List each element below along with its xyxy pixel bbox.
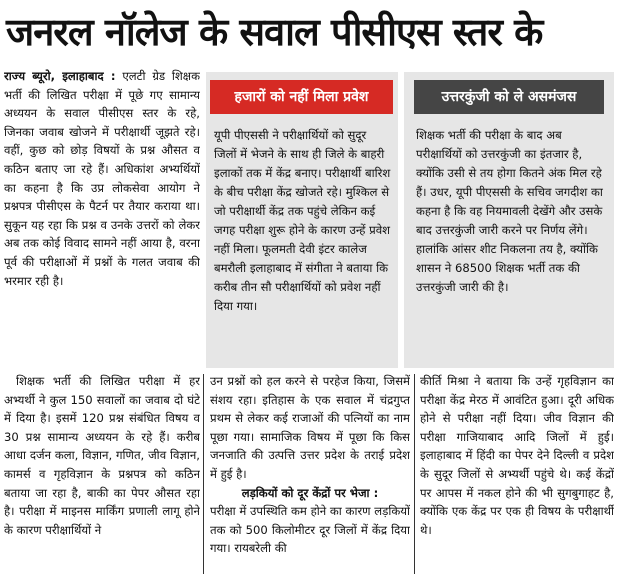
box-uttarkunji-text: शिक्षक भर्ती की परीक्षा के बाद अब परीक्षार्थियों को उत्तरकुंजी का इंतजार है, क्योंकि उसी से तय होगा कितने अंक मिल रहे हैं। उधर, यूपी पीएससी के सचिव जगदीश का कहना है कि वह नियमावली देखेंगे और उसके बाद उत्तरकुंजी जारी करने पर निर्णय लेंगे। हालांकि आंसर शीट निकलना तय है, क्योंकि शासन ने 68500 शिक्षक भर्ती तक की उत्तरकुंजी जारी की है। <box>416 128 603 294</box>
box-hajaron <box>206 72 398 368</box>
col3-bottom-text: कीर्ति मिश्रा ने बताया कि उन्हें गृहविज्ञान का परीक्षा केंद्र मेरठ में आवंटित हुआ। दूरी अधिक होने से परीक्षा नहीं दिया। जीव विज्ञान की परीक्षा गाजियाबाद आदि जिलों में हुई। इलाहाबाद में हिंदी का पेपर देने दिल्ली व प्रदेश के सुदूर जिलों से अभ्यर्थी पहुंचे थे। कई केंद्रों पर आपस में नकल होने की भी सुगबुगाहट है, क्योंकि एक केंद्र पर एक ही विषय के परीक्षार्थी थे। <box>420 374 614 537</box>
col2-para2: परीक्षा में उपस्थिति कम होने का कारण लड़कियों तक को 500 किलोमीटर दूर जिलों में केंद्र दिया गया। रायबरेली की <box>210 504 410 556</box>
col2-bottom <box>210 372 410 577</box>
col1-bottom <box>4 372 200 577</box>
left-top-text: एलटी ग्रेड शिक्षक भर्ती की लिखित परीक्षा में पूछे गए सामान्य अध्ययन के सवाल पीसीएस स्तर के रहे, जिनका जवाब खोजने में परीक्षार्थी जूझते रहे। वहीं, कुछ को छोड़ विषयों के प्रश्न औसत व कठिन बताए जा रहे हैं। अधिकांश अभ्यर्थियों का कहना है कि उप्र लोकसेवा आयोग ने प्रश्नपत्र पीसीएस के पैटर्न पर तैयार कराया था। सुकून यह रहा कि प्रश्न व उनके उत्तरों को लेकर अब तक कोई विवाद सामने नहीं आया है, वरना पूर्व की परीक्षाओं में प्रश्नों के गलत जवाब की भरमार रही है। <box>4 69 200 288</box>
box-hajaron-text: यूपी पीएससी ने परीक्षार्थियों को सुदूर जिलों में भेजने के साथ ही जिले के बाहरी इलाकों तक में केंद्र बनाए। परीक्षार्थी बारिश के बीच परीक्षा केंद्र खोजते रहे। मुश्किल से जो परीक्षार्थी केंद्र तक पहुंचे लेकिन कई जगह परीक्षा शुरू होने के कारण उन्हें प्रवेश नहीं मिला। फूलमती देवी इंटर कालेज बमरौली इलाहाबाद में संगीता ने बताया कि करीब तीन सौ परीक्षार्थियों को प्रवेश नहीं दिया गया। <box>214 128 391 313</box>
column-rule-1 <box>203 374 204 574</box>
col1-bottom-text: शिक्षक भर्ती की लिखित परीक्षा में हर अभ्यर्थी ने कुल 150 सवालों का जवाब दो घंटे में दिया है। इसमें 120 प्रश्न संबंधित विषय व 30 प्रश्न सामान्य अध्ययन के रहे हैं। करीब आधा दर्जन कला, विज्ञान, गणित, जीव विज्ञान, कामर्स व गृहविज्ञान के प्रश्नपत्र को कठिन बताया जा रहा है, बाकी का पेपर औसत रहा है। परीक्षा में माइनस मार्किंग प्रणाली लागू होने के कारण परीक्षार्थियों ने <box>4 374 200 537</box>
column-rule-2 <box>414 374 415 574</box>
box-uttarkunji-header: उत्तरकुंजी को ले असमंजस <box>414 80 604 114</box>
col2-subhead: लड़कियों को दूर केंद्रों पर भेजा : <box>241 485 379 500</box>
box-uttarkunji <box>404 72 614 368</box>
dateline: राज्य ब्यूरो, इलाहाबाद : <box>4 69 116 83</box>
headline: जनरल नॉलेज के सवाल पीसीएस स्तर के <box>6 10 543 54</box>
left-top-paragraph <box>4 67 200 290</box>
col3-bottom <box>420 372 614 577</box>
box-hajaron-header: हजारों को नहीं मिला प्रवेश <box>210 80 393 114</box>
left-top-column <box>4 67 200 365</box>
col2-para1: उन प्रश्नों को हल करने से परहेज किया, जिसमें संशय रहा। इतिहास के एक सवाल में चंद्रगुप्त प्रथम से लेकर कई राजाओं की पत्नियों का नाम पूछा गया। सामाजिक विषय में पूछा कि किस जनजाति की उत्पत्ति उत्तर प्रदेश के तराई प्रदेश में हुई है। <box>210 374 410 481</box>
